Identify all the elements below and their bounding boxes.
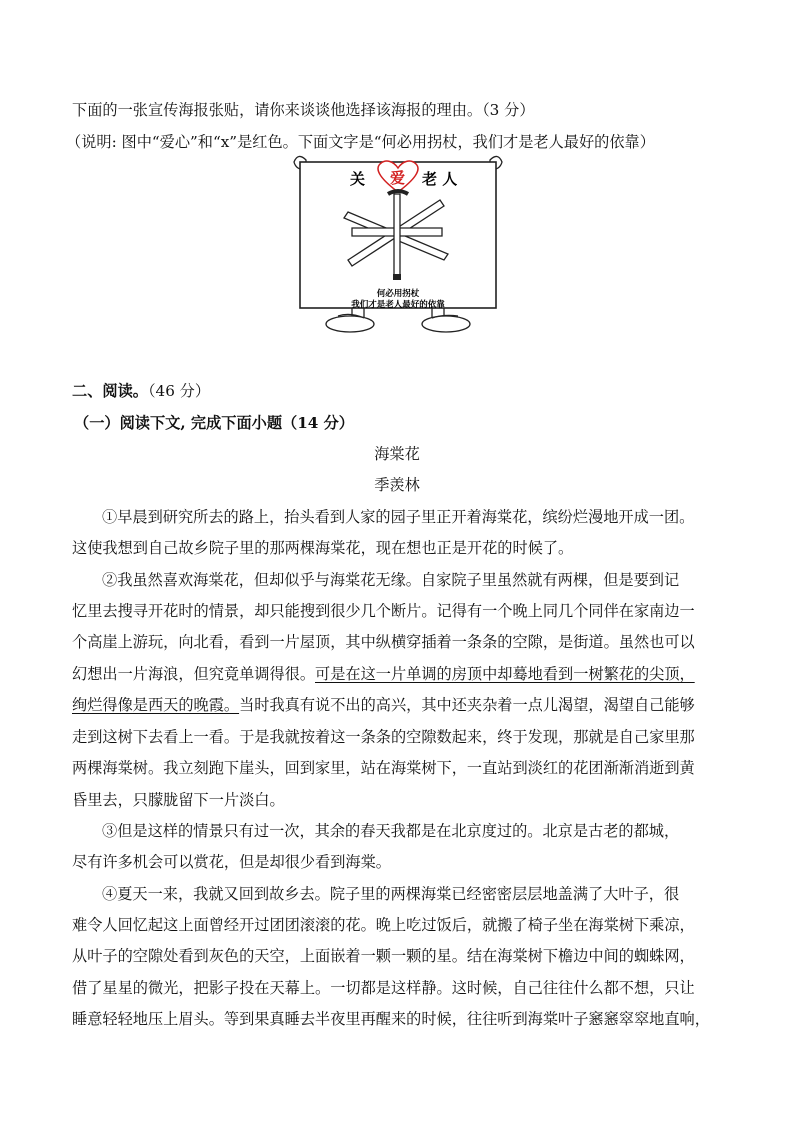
para-line: 借了星星的微光，把影子投在天幕上。一切都是这样静。这时候，自己往往什么都不想，只让 bbox=[72, 979, 695, 997]
para-line: 睡意轻轻地压上眉头。等到果真睡去半夜里再醒来的时候，往往听到海棠叶子窸窸窣窣地直响， bbox=[72, 1010, 710, 1028]
poster-illustration bbox=[292, 150, 504, 340]
poster-title-heart: 爱 bbox=[390, 169, 406, 187]
para-line: 个高崖上游玩，向北看，看到一片屋顶，其中纵横穿插着一条条的空隙，是街道。虽然也可以 bbox=[72, 633, 695, 651]
underlined-sentence: 可是在这一片单调的房顶中却蓦地看到一树繁花的尖顶， bbox=[315, 665, 695, 683]
para-line: 两棵海棠树。我立刻跑下崖头，回到家里，站在海棠树下，一直站到淡红的花团渐渐消逝到黄 bbox=[72, 759, 695, 777]
para-line: 走到这树下去看上一看。于是我就按着这一条条的空隙数起来，终于发现，那就是自己家里那 bbox=[72, 728, 695, 746]
left-foot bbox=[326, 308, 374, 332]
para-line: 从叶子的空隙处看到灰色的天空，上面嵌着一颗一颗的星。结在海棠树下檐边中间的蜘蛛网， bbox=[72, 947, 695, 965]
para-line: ④夏天一来，我就又回到故乡去。院子里的两棵海棠已经密密层层地盖满了大叶子，很 bbox=[102, 885, 680, 903]
poster-title-left: 关 bbox=[350, 170, 366, 188]
article-author: 季羡林 bbox=[374, 476, 420, 494]
para-line bbox=[72, 695, 722, 715]
sub-heading: （一）阅读下文, 完成下面小题（14 分） bbox=[74, 414, 354, 432]
para-line: ①早晨到研究所去的路上，抬头看到人家的园子里正开着海棠花，缤纷烂漫地开成一团。 bbox=[102, 508, 695, 526]
article-title: 海棠花 bbox=[374, 445, 420, 463]
underlined-sentence-end: 绚烂得像是西天的晚霞。 bbox=[72, 696, 240, 714]
para-line: 尽有许多机会可以赏花，但是却很少看到海棠。 bbox=[72, 853, 391, 871]
para-line: 昏里去，只朦胧留下一片淡白。 bbox=[72, 791, 285, 809]
right-foot bbox=[422, 308, 470, 332]
poster-note: （说明: 图中“爱心”和“x”是红色。下面文字是“何必用拐杖，我们才是老人最好的依靠） bbox=[66, 133, 655, 151]
para-text: 当时我真有说不出的高兴，其中还夹杂着一点儿渴望，渴望自己能够 bbox=[239, 696, 695, 714]
para-line: 难令人回忆起这上面曾经开过团团滚滚的花。晚上吃过饭后，就搬了椅子坐在海棠树下乘凉， bbox=[72, 916, 695, 934]
section-heading bbox=[72, 381, 722, 401]
question-line: 下面的一张宣传海报张贴，请你来谈谈他选择该海报的理由。（3 分） bbox=[72, 101, 535, 119]
para-line: 忆里去搜寻开花时的情景，却只能搜到很少几个断片。记得有一个晚上同几个同伴在家南边一 bbox=[72, 602, 695, 620]
para-text: 幻想出一片海浪，但究竟单调得很。 bbox=[72, 665, 315, 683]
poster-line1: 何必用拐杖 bbox=[376, 289, 420, 299]
section-points: （46 分） bbox=[147, 382, 211, 400]
poster-line2: 我们才是老人最好的依靠 bbox=[351, 300, 445, 310]
para-line bbox=[72, 664, 722, 684]
para-line: 这使我想到自己故乡院子里的那两棵海棠花，现在想也正是开花的时候了。 bbox=[72, 539, 574, 557]
para-line: ②我虽然喜欢海棠花，但却似乎与海棠花无缘。自家院子里虽然就有两棵，但是要到记 bbox=[102, 571, 680, 589]
poster-title-right: 老 人 bbox=[422, 170, 458, 188]
section-title: 二、阅读。 bbox=[72, 382, 148, 400]
para-line: ③但是这样的情景只有过一次，其余的春天我都是在北京度过的。北京是古老的都城， bbox=[102, 822, 680, 840]
